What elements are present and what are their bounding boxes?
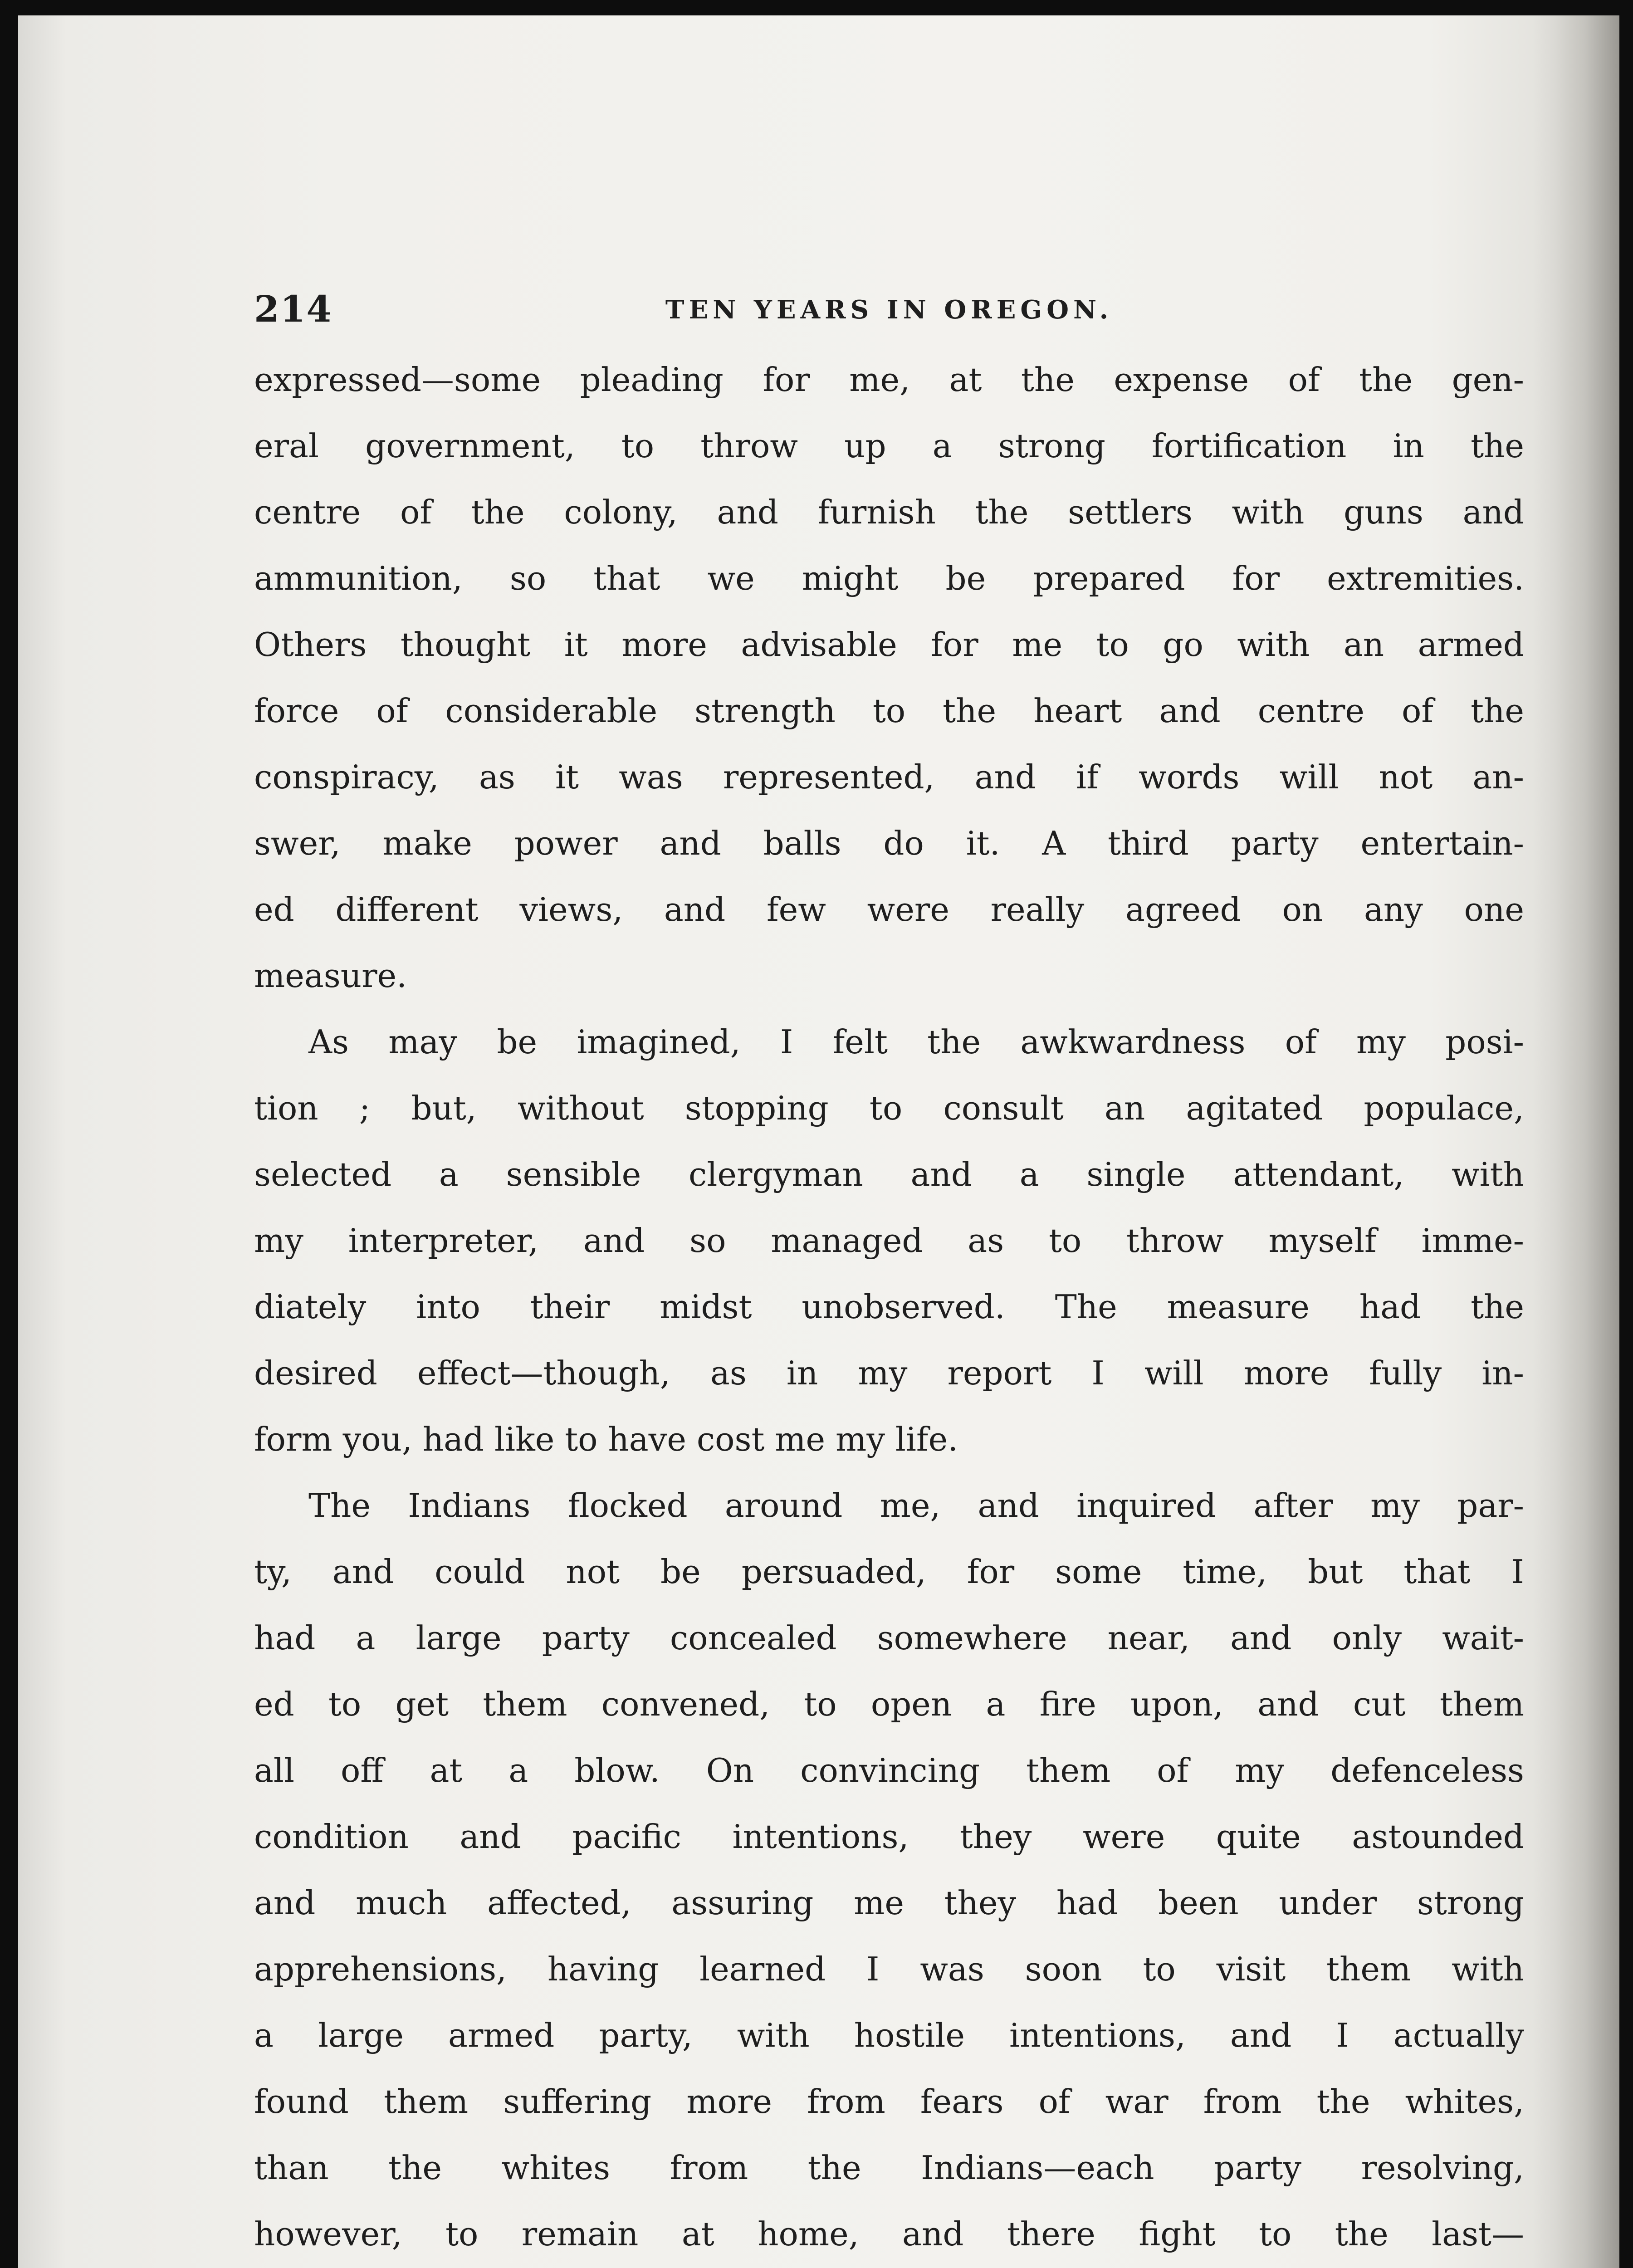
text-line: my interpreter, and so managed as to throw myself imme- bbox=[254, 1222, 1524, 1260]
text-line: As may be imagined, I felt the awkwardness of my posi- bbox=[308, 1023, 1524, 1061]
text-line: expressed—some pleading for me, at the expense of the gen- bbox=[254, 361, 1524, 399]
text-line: found them suffering more from fears of war from the whites, bbox=[254, 2082, 1524, 2121]
page-content bbox=[254, 288, 1524, 2268]
text-line: apprehensions, having learned I was soon to visit them with bbox=[254, 1950, 1524, 1988]
text-line: selected a sensible clergyman and a single attendant, with bbox=[254, 1155, 1524, 1193]
page-number: 214 bbox=[254, 288, 332, 330]
text-line: desired effect—though, as in my report I will more fully in- bbox=[254, 1354, 1524, 1392]
text-line: a large armed party, with hostile intentions, and I actually bbox=[254, 2016, 1524, 2054]
paragraph bbox=[254, 1009, 1524, 1472]
text-line: measure. bbox=[254, 957, 407, 995]
text-line: tion ; but, without stopping to consult an agitated populace, bbox=[254, 1089, 1524, 1127]
scanned-page bbox=[18, 15, 1619, 2268]
body-text bbox=[254, 347, 1524, 2268]
text-line: and much affected, assuring me they had been under strong bbox=[254, 1884, 1524, 1922]
paragraph bbox=[254, 1472, 1524, 2268]
text-line: however, to remain at home, and there fight to the last— bbox=[254, 2215, 1524, 2253]
text-line: eral government, to throw up a strong fortification in the bbox=[254, 427, 1524, 465]
text-line: conspiracy, as it was represented, and if words will not an- bbox=[254, 758, 1524, 796]
text-line: Others thought it more advisable for me to go with an armed bbox=[254, 626, 1524, 664]
text-line: The Indians flocked around me, and inquired after my par- bbox=[308, 1486, 1524, 1525]
text-line: ammunition, so that we might be prepared for extremities. bbox=[254, 559, 1524, 597]
text-line: condition and pacific intentions, they were quite astounded bbox=[254, 1818, 1524, 1856]
running-title: TEN YEARS IN OREGON. bbox=[665, 295, 1113, 325]
text-line: all off at a blow. On convincing them of my defenceless bbox=[254, 1751, 1524, 1789]
text-line: swer, make power and balls do it. A third party entertain- bbox=[254, 824, 1524, 862]
text-line: than the whites from the Indians—each party resolving, bbox=[254, 2149, 1524, 2187]
running-head bbox=[254, 288, 1524, 347]
text-line: form you, had like to have cost me my life. bbox=[254, 1420, 958, 1458]
text-line: force of considerable strength to the heart and centre of the bbox=[254, 692, 1524, 730]
paragraph bbox=[254, 347, 1524, 1009]
text-line: ed different views, and few were really agreed on any one bbox=[254, 890, 1524, 929]
page-edge-shadow bbox=[1533, 15, 1619, 2268]
text-line: centre of the colony, and furnish the settlers with guns and bbox=[254, 493, 1524, 531]
text-line: ed to get them convened, to open a fire upon, and cut them bbox=[254, 1685, 1524, 1723]
text-line: diately into their midst unobserved. The measure had the bbox=[254, 1288, 1524, 1326]
text-line: had a large party concealed somewhere near, and only wait- bbox=[254, 1619, 1524, 1657]
text-line: ty, and could not be persuaded, for some time, but that I bbox=[254, 1553, 1524, 1591]
